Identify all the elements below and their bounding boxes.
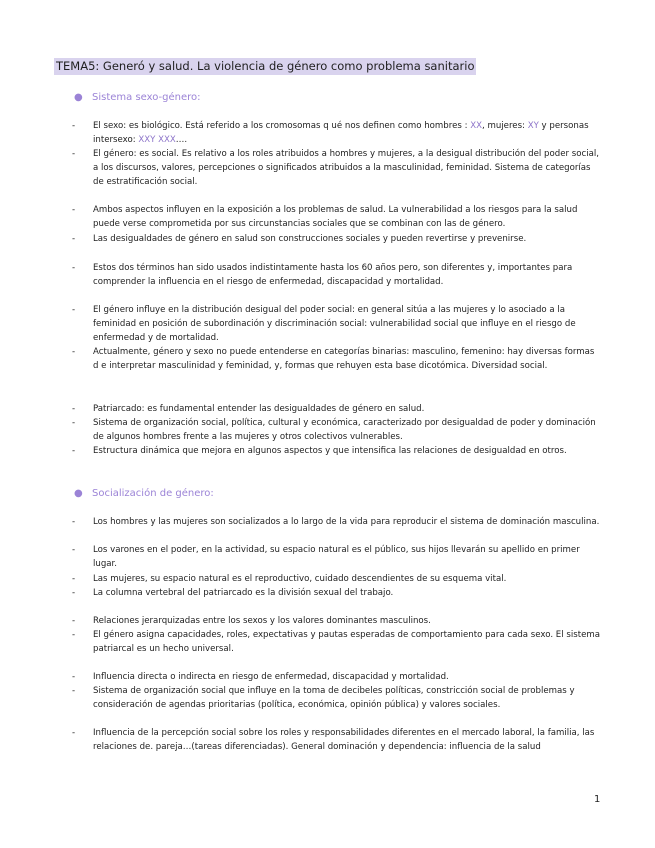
list-item [72,543,600,571]
list-item [72,684,600,726]
list-item [72,614,600,628]
list-item-text: El género: es social. Es relativo a los roles atribuidos a hombres y mujeres, a la desigual distribución del poder social, a los discursos, valores, percepciones o significados atribuidos a la masculinidad, feminidad. Sistema de categorías de estratificación social. [93,149,599,187]
section-heading-label: Sistema sexo-género: [92,92,201,103]
list-item [72,444,600,472]
list-item [72,726,600,768]
dash-marker: - [72,404,76,414]
dash-marker: - [72,263,76,273]
dash-marker: - [72,205,76,215]
list-item-text: Influencia directa o indirecta en riesgo de enfermedad, discapacidad y mortalidad. [93,672,449,682]
list-item [72,628,600,656]
list-item [72,402,600,416]
list-item [72,572,600,586]
list-item [72,203,600,231]
list-item [72,345,600,387]
dash-marker: - [72,347,76,357]
dash-marker: - [72,418,76,428]
list-item-text: El género influye en la distribución desigual del poder social: en general sitúa a las mujeres y lo asociado a la feminidad en posición de subordinación y discriminación social: vulnerabilidad social que influye en el riesgo de enfermedad y de mortalidad. [93,305,576,343]
section-heading-sistema-sexo-genero [74,91,201,105]
dash-marker: - [72,672,76,682]
dash-marker: - [72,616,76,626]
list-item-text: Ambos aspectos influyen en la exposición a los problemas de salud. La vulnerabilidad a los riesgos para la salud puede verse comprometida por sus circunstancias sociales que se combinan con las de género. [93,205,578,229]
list-item [72,515,600,543]
list-item-text: El sexo: es biológico. Está referido a los cromosomas q ué nos definen como hombres : XX, mujeres: XY y personas intersexo: XXY XXX…. [93,121,589,145]
list-item [72,232,600,246]
list-item-text: Actualmente, género y sexo no puede entenderse en categorías binarias: masculino, femenino: hay diversas formas d e interpretar masculinidad y feminidad, y, formas que rehuyen esta base dicotómica. Diversidad social. [93,347,595,371]
list-item [72,261,600,289]
dash-marker: - [72,588,76,598]
list-item [72,147,600,189]
list-item [72,586,600,600]
list-item-text: Relaciones jerarquizadas entre los sexos y los valores dominantes masculinos. [93,616,431,626]
dash-marker: - [72,305,76,315]
list-item-text: Estructura dinámica que mejora en algunos aspectos y que intensifica las relaciones de desigualdad en otros. [93,446,567,456]
list-item-text: Las mujeres, su espacio natural es el reproductivo, cuidado descendientes de su esquema vital. [93,574,507,584]
dash-marker: - [72,234,76,244]
section-heading-label: Socialización de género: [92,488,214,499]
dash-marker: - [72,121,76,131]
bullet-icon: ● [74,488,83,499]
dash-marker: - [72,517,76,527]
list-item [72,670,600,684]
dash-marker: - [72,686,76,696]
list-item-text: El género asigna capacidades, roles, expectativas y pautas esperadas de comportamiento para cada sexo. El sistema patriarcal es un hecho universal. [93,630,600,654]
dash-marker: - [72,149,76,159]
list-item-text: Patriarcado: es fundamental entender las desigualdades de género en salud. [93,404,425,414]
dash-marker: - [72,446,76,456]
list-item-text: Sistema de organización social, política, cultural y económica, caracterizado por desigualdad de poder y dominación de algunos hombres frente a las mujeres y otros colectivos vulnerables. [93,418,596,442]
dash-marker: - [72,574,76,584]
dash-marker: - [72,630,76,640]
document-title: TEMA5: Generó y salud. La violencia de género como problema sanitario [56,59,475,73]
list-item-text: Influencia de la percepción social sobre los roles y responsabilidades diferentes en el mercado laboral, la familia, las relaciones de. pareja…(tareas diferenciadas). General dominación y dependencia: influencia de la salud [93,728,595,752]
list-item-text: La columna vertebral del patriarcado es la división sexual del trabajo. [93,588,394,598]
list-item-text: Los hombres y las mujeres son socializados a lo largo de la vida para reproducir el sistema de dominación masculina. [93,517,600,527]
bullet-icon: ● [74,92,83,103]
list-item-text: Estos dos términos han sido usados indistintamente hasta los 60 años pero, son diferentes y, importantes para comprender la influencia en el riesgo de enfermedad, discapacidad y mortalidad. [93,263,573,287]
list-item-text: Las desigualdades de género en salud son construcciones sociales y pueden revertirse y prevenirse. [93,234,527,244]
list-item-text: Los varones en el poder, en la actividad, su espacio natural es el público, sus hijos llevarán su apellido en primer lugar. [93,545,580,569]
list-item [72,303,600,345]
list-item [72,119,600,147]
dash-marker: - [72,728,76,738]
list-item [72,416,600,444]
dash-marker: - [72,545,76,555]
list-item-text: Sistema de organización social que influye en la toma de decibeles políticas, constricción social de problemas y consideración de agendas prioritarias (política, económica, opinión pública) y valores sociales. [93,686,575,710]
section-heading-socializacion-de-genero [74,487,214,501]
page-number: 1 [594,794,601,805]
